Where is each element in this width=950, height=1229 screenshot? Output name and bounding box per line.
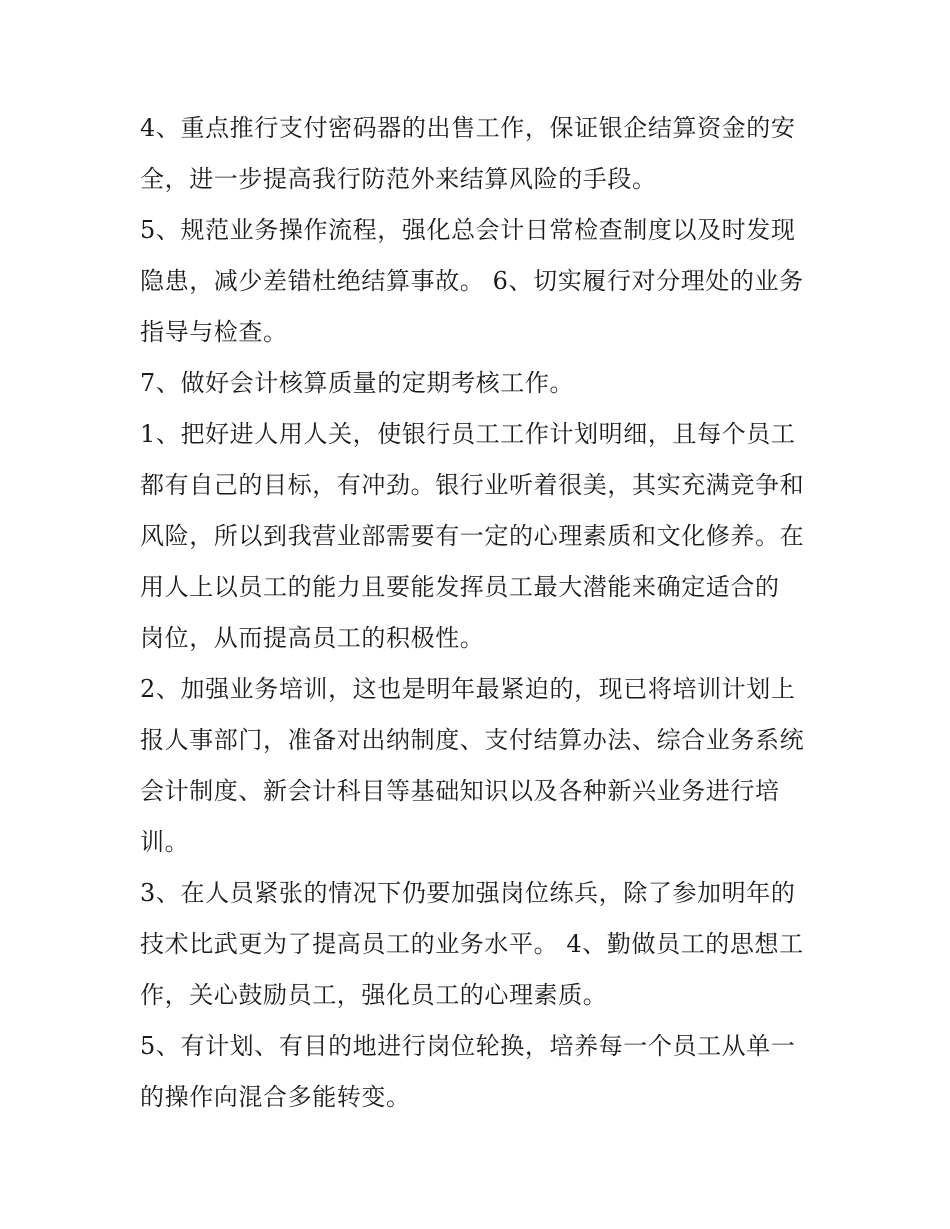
text-line: 岗位，从而提高员工的积极性。 xyxy=(140,624,485,652)
text-line: 训。 xyxy=(140,828,190,856)
text-line: 都有自己的目标，有冲劲。银行业听着很美，其实充满竞争和 xyxy=(140,471,805,499)
text-line: 3、在人员紧张的情况下仍要加强岗位练兵，除了参加明年的 xyxy=(140,879,796,907)
text-line: 5、规范业务操作流程，强化总会计日常检查制度以及时发现 xyxy=(140,216,796,244)
paragraph-payment-password-device xyxy=(140,103,820,205)
document-body xyxy=(140,103,820,1123)
text-line: 1、把好进人用人关，使银行员工工作计划明细，且每个员工 xyxy=(140,420,796,448)
text-line: 用人上以员工的能力且要能发挥员工最大潜能来确定适合的 xyxy=(140,573,780,601)
paragraph-job-practice xyxy=(140,868,820,1021)
text-line: 5、有计划、有目的地进行岗位轮换，培养每一个员工从单一 xyxy=(140,1032,796,1060)
paragraph-accounting-quality xyxy=(140,358,820,409)
text-line: 的操作向混合多能转变。 xyxy=(140,1083,411,1111)
paragraph-operation-process xyxy=(140,205,820,358)
text-line: 7、做好会计核算质量的定期考核工作。 xyxy=(140,369,575,397)
text-line: 4、重点推行支付密码器的出售工作，保证银企结算资金的安 xyxy=(140,114,796,142)
text-line: 全，进一步提高我行防范外来结算风险的手段。 xyxy=(140,165,657,193)
paragraph-staffing xyxy=(140,409,820,664)
text-line: 报人事部门，准备对出纳制度、支付结算办法、综合业务系统 xyxy=(140,726,805,754)
paragraph-job-rotation xyxy=(140,1021,820,1123)
text-line: 隐患，减少差错杜绝结算事故。 6、切实履行对分理处的业务 xyxy=(140,267,804,295)
text-line: 2、加强业务培训，这也是明年最紧迫的，现已将培训计划上 xyxy=(140,675,796,703)
text-line: 指导与检查。 xyxy=(140,318,288,346)
paragraph-business-training xyxy=(140,664,820,868)
text-line: 风险，所以到我营业部需要有一定的心理素质和文化修养。在 xyxy=(140,522,805,550)
text-line: 会计制度、新会计科目等基础知识以及各种新兴业务进行培 xyxy=(140,777,780,805)
text-line: 技术比武更为了提高员工的业务水平。 4、勤做员工的思想工 xyxy=(140,930,804,958)
text-line: 作，关心鼓励员工，强化员工的心理素质。 xyxy=(140,981,608,1009)
